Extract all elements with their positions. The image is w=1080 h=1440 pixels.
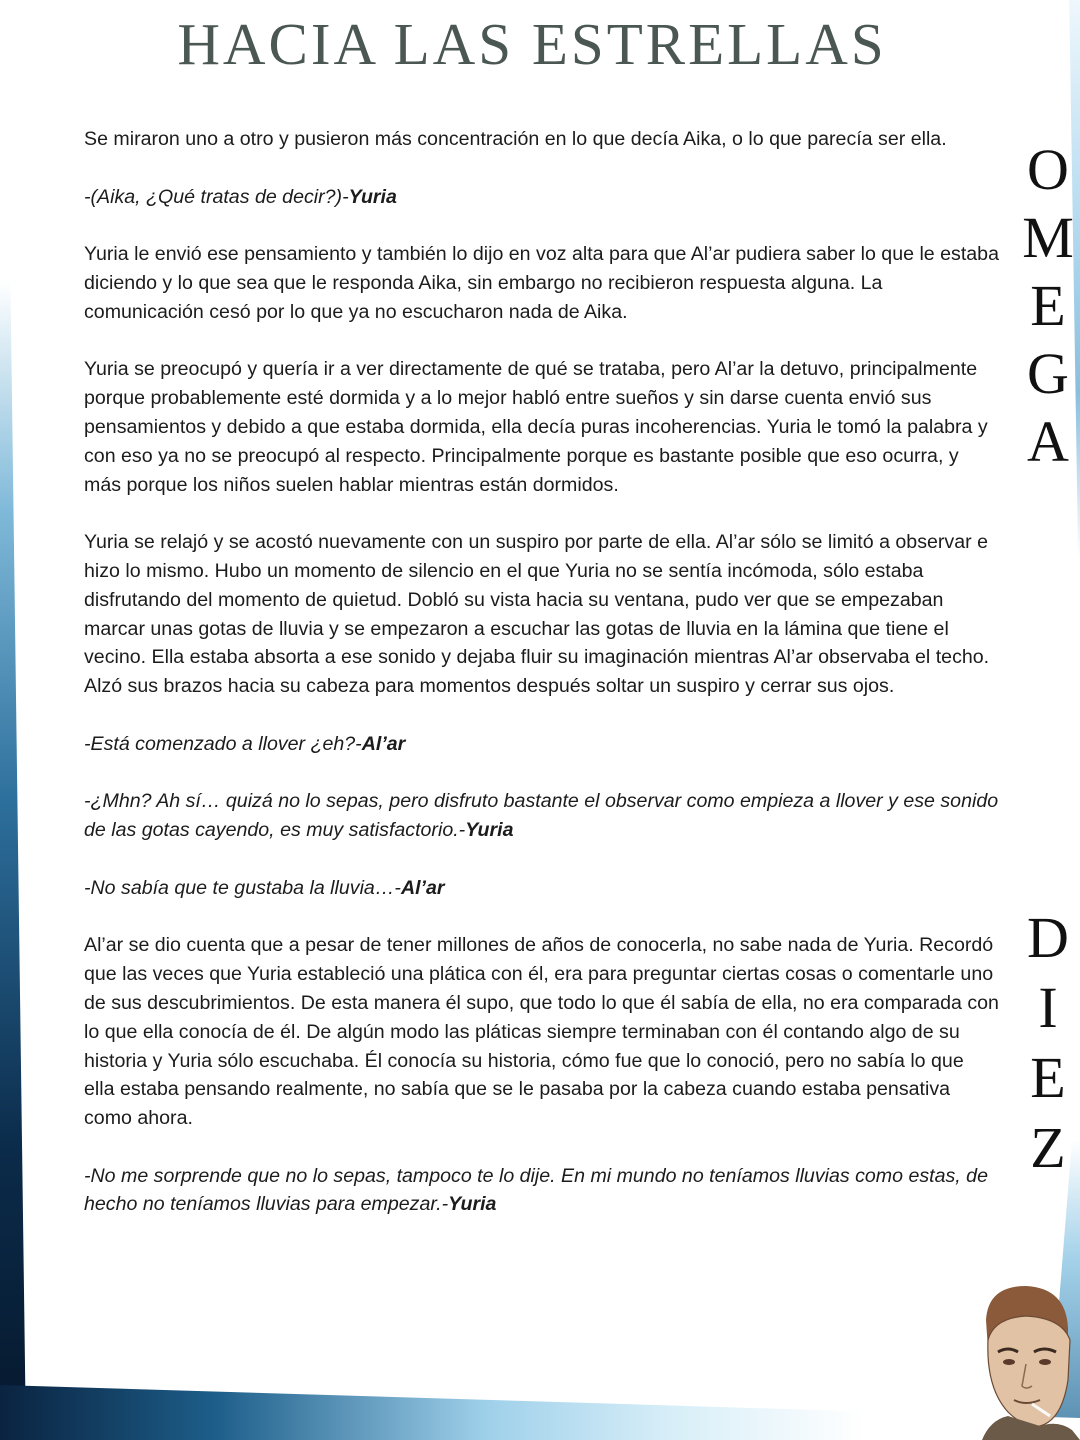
paragraph-narration: Yuria se preocupó y quería ir a ver directamente de qué se trataba, pero Al’ar la detuvo, principalmente porque probablemente esté dormida y a lo mejor habló entre sueños y sin darse cuenta envió sus pensamientos y debido a que estaba dormida, ella decía puras incoherencias. Yuria le tomó la palabra y con eso ya no se preocupó al respecto. Principalmente porque es bastante posible que eso ocurra, y más porque los niños suelen hablar mientras están dormidos. [84, 358, 988, 496]
dialog-speaker: Al’ar [361, 732, 406, 755]
paragraph-dialog [84, 183, 999, 212]
galaxy-border-left [0, 280, 26, 1440]
galaxy-border-bottom [0, 1385, 1080, 1440]
paragraph-dialog [84, 730, 999, 759]
side-letter: E [1030, 1045, 1066, 1110]
side-letter: Z [1030, 1115, 1066, 1180]
dialog-speaker: Al’ar [400, 876, 445, 899]
dialog-line: -Está comenzado a llover ¿eh?- [84, 732, 362, 755]
side-letter: O [1027, 137, 1069, 202]
paragraph-narration: Al’ar se dio cuenta que a pesar de tener millones de años de conocerla, no sabe nada de Yuria. Recordó que las veces que Yuria estableció una plática con él, era para preguntar ciertas cosas o comentarle uno de sus descubrimientos. De esta manera él supo, que todo lo que él sabía de ella, no era comparada con lo que ella conocía de él. De algún modo las pláticas siempre terminaban con él contando algo de su historia y Yuria sólo escuchaba. Él conocía su historia, cómo fue que lo conoció, pero no sabía lo que ella estaba pensando realmente, no sabía que se le pasaba por la cabeza cuando estaba pensativa como ahora. [84, 934, 999, 1130]
paragraph-narration: Yuria se relajó y se acostó nuevamente con un suspiro por parte de ella. Al’ar sólo se limitó a observar e hizo lo mismo. Hubo un momento de silencio en el que Yuria no se sentía incómoda, sólo estaba disfrutando del momento de quietud. Dobló su vista hacia su ventana, pudo ver que se empezaban marcar unas gotas de lluvia y se empezaron a escuchar las gotas de lluvia en la lámina que tiene el vecino. Ella estaba absorta a ese sonido y dejaba fluir su imaginación mientras Al’ar observaba el techo. Alzó sus brazos hacia su cabeza para momentos después soltar un suspiro y cerrar sus ojos. [84, 531, 990, 698]
dialog-speaker: Yuria [348, 185, 397, 208]
paragraph-dialog [84, 1162, 999, 1220]
side-word-diez [1022, 903, 1074, 1183]
side-letter: M [1022, 205, 1074, 270]
side-word-omega [1022, 136, 1074, 476]
dialog-line: -No me sorprende que no lo sepas, tampoco te lo dije. En mi mundo no teníamos lluvias como estas, de hecho no teníamos lluvias para empezar.- [84, 1164, 988, 1216]
character-portrait [968, 1280, 1080, 1440]
paragraph-dialog [84, 874, 999, 903]
dialog-speaker: Yuria [448, 1193, 497, 1216]
dialog-line: -¿Mhn? Ah sí… quizá no lo sepas, pero disfruto bastante el observar como empieza a llover y ese sonido de las gotas cayendo, es muy satisfactorio.- [84, 790, 999, 842]
paragraph-narration: Yuria le envió ese pensamiento y también lo dijo en voz alta para que Al’ar pudiera saber lo que le estaba diciendo y lo que sea que le responda Aika, sin embargo no recibieron respuesta alguna. La comunicación cesó por lo que ya no escucharon nada de Aika. [84, 243, 999, 323]
page-title: HACIA LAS ESTRELLAS [177, 11, 887, 77]
side-letter: E [1030, 273, 1066, 338]
side-letter: I [1038, 975, 1058, 1040]
side-letter: A [1027, 409, 1069, 474]
dialog-line: -No sabía que te gustaba la lluvia…- [84, 876, 401, 899]
dialog-speaker: Yuria [465, 819, 514, 842]
paragraph-narration: Se miraron uno a otro y pusieron más concentración en lo que decía Aika, o lo que parecía ser ella. [84, 128, 947, 150]
side-letter: D [1027, 905, 1069, 970]
paragraph-dialog [84, 787, 999, 845]
dialog-line: -(Aika, ¿Qué tratas de decir?)- [84, 185, 349, 208]
story-text [84, 125, 999, 1248]
side-letter: G [1027, 341, 1069, 406]
